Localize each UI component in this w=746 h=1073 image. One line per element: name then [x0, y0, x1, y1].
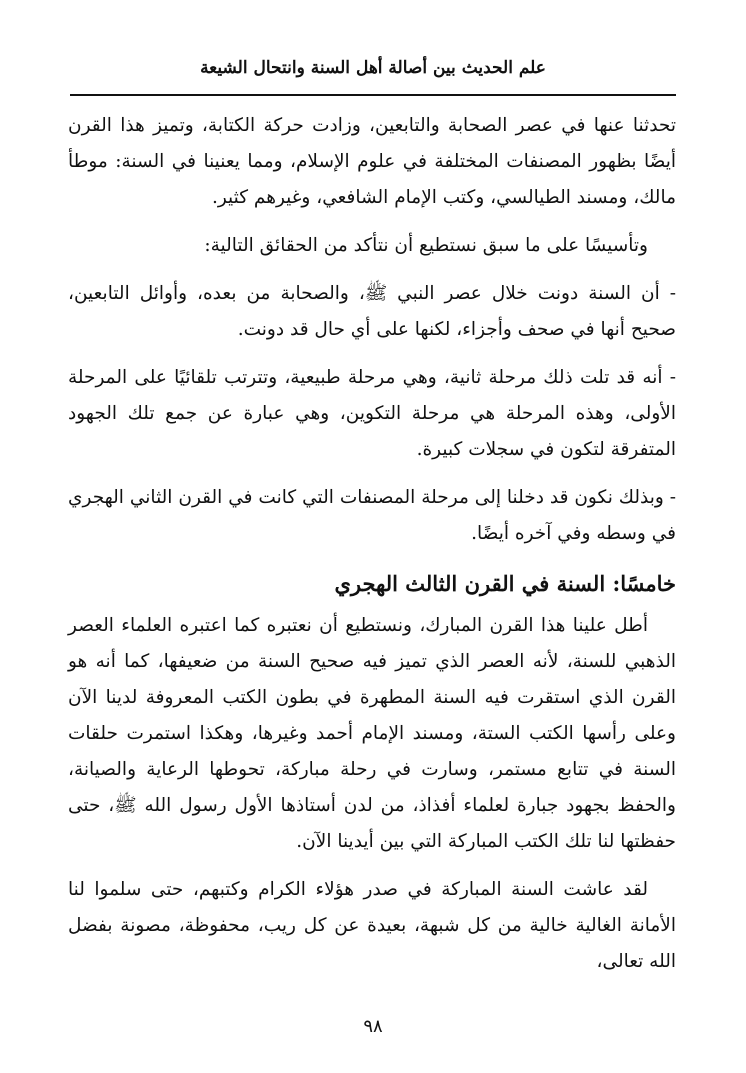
body-text — [68, 108, 676, 992]
header-rule — [70, 94, 676, 96]
list-item: - أن السنة دونت خلال عصر النبي ﷺ، والصحابة من بعده، وأوائل التابعين، صحيح أنها في صحف وأجزاء، لكنها على أي حال قد دونت. — [68, 283, 676, 340]
section-heading: خامسًا: السنة في القرن الثالث الهجري — [334, 571, 676, 596]
list-item: - وبذلك نكون قد دخلنا إلى مرحلة المصنفات التي كانت في القرن الثاني الهجري في وسطه وفي آخره أيضًا. — [68, 487, 676, 544]
paragraph: لقد عاشت السنة المباركة في صدر هؤلاء الكرام وكتبهم، حتى سلموا لنا الأمانة الغالية خالية من كل شبهة، بعيدة عن كل ريب، محفوظة، مصونة بفضل الله تعالى، — [68, 879, 676, 972]
running-header: علم الحديث بين أصالة أهل السنة وانتحال الشيعة — [200, 58, 546, 78]
list-item: - أنه قد تلت ذلك مرحلة ثانية، وهي مرحلة طبيعية، وتترتب تلقائيًا على المرحلة الأولى، وهذه المرحلة هي مرحلة التكوين، وهي عبارة عن جمع تلك الجهود المتفرقة لتكون في سجلات كبيرة. — [68, 367, 676, 460]
page-number: ٩٨ — [363, 1016, 383, 1037]
paragraph: وتأسيسًا على ما سبق نستطيع أن نتأكد من الحقائق التالية: — [204, 235, 648, 256]
paragraph: تحدثنا عنها في عصر الصحابة والتابعين، وزادت حركة الكتابة، وتميز هذا القرن أيضًا بظهور المصنفات المختلفة في علوم الإسلام، ومما يعنينا في السنة: موطأ مالك، ومسند الطيالسي، وكتب الإمام الشافعي، وغيرهم كثير. — [68, 115, 676, 208]
paragraph: أطل علينا هذا القرن المبارك، ونستطيع أن نعتبره كما اعتبره العلماء العصر الذهبي للسنة، لأنه العصر الذي تميز فيه صحيح السنة من ضعيفها، كما أنه هو القرن الذي استقرت فيه السنة المطهرة في بطون الكتب المعروفة لدينا الآن وعلى رأسها الكتب الستة، ومسند الإمام أحمد وغيرها، وهكذا استمرت حلقات السنة في تتابع مستمر، وسارت في رحلة مباركة، تحوطها الرعاية والصيانة، والحفظ بجهود جبارة لعلماء أفذاذ، من لدن أستاذها الأول رسول الله ﷺ، حتى حفظتها لنا تلك الكتب المباركة التي بين أيدينا الآن. — [68, 615, 676, 852]
